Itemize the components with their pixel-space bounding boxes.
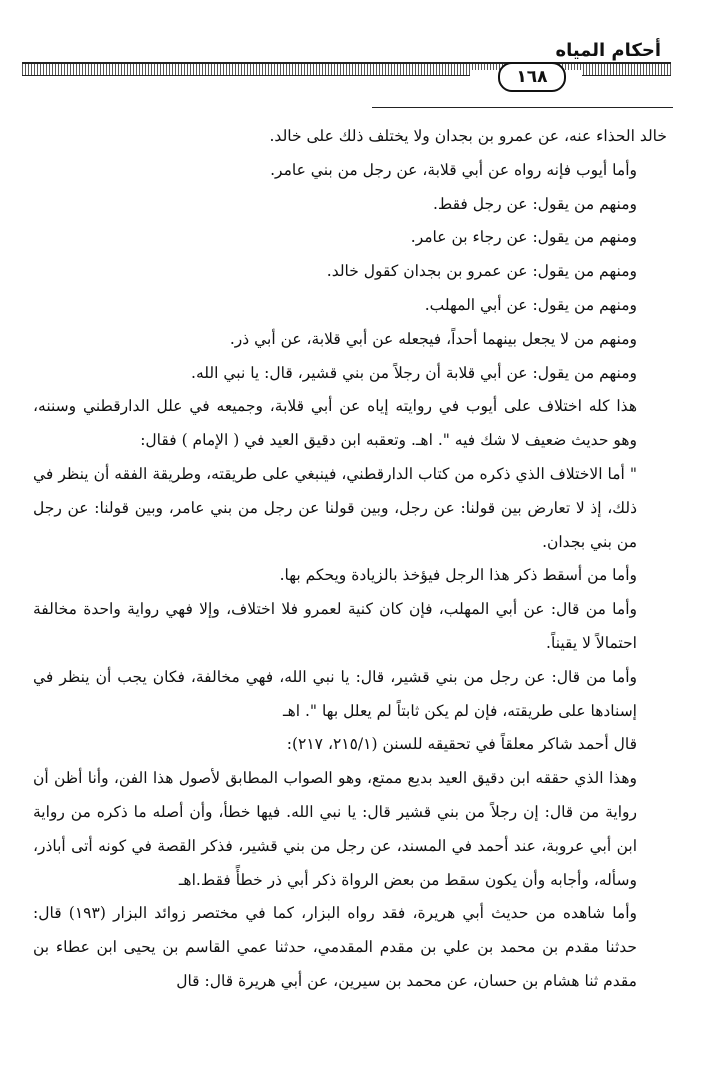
paragraph: وأما من قال: عن أبي المهلب، فإن كان كنية لعمرو فلا اختلاف، وإلا فهي رواية واحدة مخالفة احتمالاً لا يقيناً. — [33, 600, 637, 652]
paragraph: ومنهم من يقول: عن أبي المهلب. — [424, 295, 637, 314]
paragraph: هذا كله اختلاف على أيوب في روايته إياه عن أبي قلابة، وجميعه في علل الدارقطني وسننه، وهو حديث ضعيف لا شك فيه ". اهـ. وتعقبه ابن دقيق العيد في ( الإمام ) فقال: — [33, 397, 637, 450]
paragraph: وأما من قال: عن رجل من بني قشير، قال: يا نبي الله، فهي مخالفة، فكان يجب أن ينظر في إسنادها على طريقته، فإن لم يكن ثابتاً لم يعلل بها ". اهـ — [33, 667, 637, 720]
paragraph: ومنهم من لا يجعل بينهما أحداً، فيجعله عن أبي قلابة، عن أبي ذر. — [229, 329, 637, 348]
paragraph: وهذا الذي حققه ابن دقيق العيد بديع ممتع، وهو الصواب المطابق لأصول هذا الفن، وأنا أظن أن رواية من قال: إن رجلاً من بني قشير قال: يا نبي الله. فيها خطأ، وأن أصله ما ذكره من رواية ابن أبي عروبة، عند أحمد في المسند، عن رجل من بني قشير، فذكر القصة في كونه أتى أباذر، وسأله، وأجابه وأن يكون سقط من بعض الرواة ذكر أبي ذر خطأً فقط.اهـ — [33, 769, 637, 889]
page-body-text — [33, 120, 667, 999]
paragraph: وأما من أسقط ذكر هذا الرجل فيؤخذ بالزيادة ويحكم بها. — [279, 566, 637, 585]
paragraph: قال أحمد شاكر معلقاً في تحقيقه للسنن (٢١٥/١، ٢١٧): — [286, 735, 637, 754]
paragraph: " أما الاختلاف الذي ذكره من كتاب الدارقطني، فينبغي على طريقته، وطريقة الفقه أن ينظر في ذلك، إذ لا تعارض بين قولنا: عن رجل، وبين قولنا عن رجل من بني عامر، وبين قولنا: عن رجل من بني بجدان. — [33, 464, 637, 551]
paragraph: خالد الحذاء عنه، عن عمرو بن بجدان ولا يختلف ذلك على خالد. — [269, 127, 667, 145]
running-header-title: أحكام المياه — [555, 40, 661, 61]
paragraph: وأما أيوب فإنه رواه عن أبي قلابة، عن رجل من بني عامر. — [270, 160, 637, 179]
paragraph: ومنهم من يقول: عن أبي قلابة أن رجلاً من بني قشير، قال: يا نبي الله. — [191, 363, 637, 382]
paragraph: وأما شاهده من حديث أبي هريرة، فقد رواه البزار، كما في مختصر زوائد البزار (١٩٣) قال: حدثنا مقدم بن محمد بن علي بن مقدم المقدمي، حدثنا عمي القاسم بن يحيى ابن عطاء بن مقدم ثنا هشام بن حسان، عن محمد بن سيرين، عن أبي هريرة قال: قال — [33, 904, 638, 990]
paragraph: ومنهم من يقول: عن رجل فقط. — [432, 194, 637, 213]
page-number: ١٦٨ — [498, 62, 566, 92]
paragraph: ومنهم من يقول: عن رجاء بن عامر. — [410, 228, 637, 247]
separator-rule — [372, 107, 673, 108]
paragraph: ومنهم من يقول: عن عمرو بن بجدان كقول خالد. — [326, 262, 637, 281]
